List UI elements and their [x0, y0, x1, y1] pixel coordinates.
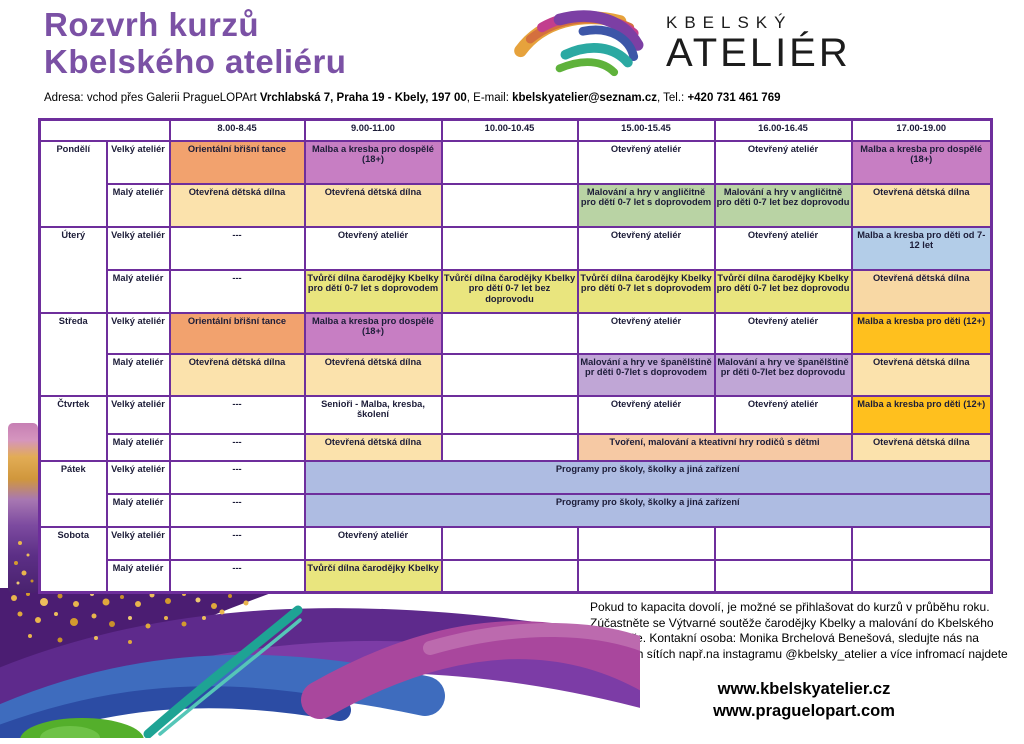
page-title-line1: Rozvrh kurzů [44, 6, 260, 43]
schedule-cell: Otevřená dětská dílna [305, 184, 442, 227]
time-header: 10.00-10.45 [442, 120, 578, 141]
schedule-cell: Programy pro školy, školky a jiná zařízení [305, 494, 992, 527]
schedule-cell: Otevřená dětská dílna [305, 354, 442, 396]
schedule-cell: --- [170, 494, 305, 527]
logo-line2: ATELIÉR [666, 31, 851, 75]
day-label: Čtvrtek [40, 396, 107, 461]
room-label: Malý ateliér [107, 560, 170, 593]
schedule-cell: Malba a kresba pro děti (12+) [852, 313, 992, 354]
room-label: Malý ateliér [107, 494, 170, 527]
schedule-cell: Otevřená dětská dílna [852, 434, 992, 461]
schedule-cell: Orientální břišní tance [170, 141, 305, 184]
schedule-cell: Otevřený ateliér [715, 227, 852, 270]
schedule-cell: Otevřený ateliér [578, 227, 715, 270]
time-header: 17.00-19.00 [852, 120, 992, 141]
schedule-cell: Malba a kresba pro dospělé (18+) [305, 313, 442, 354]
schedule-cell [852, 527, 992, 560]
schedule-cell [442, 227, 578, 270]
room-label: Velký ateliér [107, 461, 170, 494]
schedule-cell: Otevřená dětská dílna [170, 354, 305, 396]
schedule-cell: Otevřený ateliér [715, 141, 852, 184]
address-prefix: Adresa: vchod přes Galerii PragueLOPArt [44, 92, 260, 104]
schedule-cell [715, 527, 852, 560]
schedule-table [38, 118, 993, 594]
schedule-cell: Malování a hry v angličitně pro děti 0-7 let bez doprovodu [715, 184, 852, 227]
schedule-cell: Tvoření, malování a kteativní hry rodičů s dětmi [578, 434, 852, 461]
schedule-cell: Otevřený ateliér [715, 313, 852, 354]
schedule-cell: Otevřený ateliér [305, 227, 442, 270]
day-label: Sobota [40, 527, 107, 593]
day-label: Úterý [40, 227, 107, 313]
page-title-line2: Kbelského ateliéru [44, 43, 347, 80]
schedule-cell: Otevřená dětská dílna [305, 434, 442, 461]
schedule-cell: Otevřená dětská dílna [852, 184, 992, 227]
schedule-cell: --- [170, 461, 305, 494]
schedule-cell [578, 527, 715, 560]
room-label: Malý ateliér [107, 184, 170, 227]
schedule-cell: Malování a hry ve španělštině pr děti 0-7let bez doprovodu [715, 354, 852, 396]
schedule-cell: Malba a kresba pro děti od 7-12 let [852, 227, 992, 270]
room-label: Malý ateliér [107, 434, 170, 461]
schedule-cell: --- [170, 396, 305, 434]
schedule-cell: Senioři - Malba, kresba, školení [305, 396, 442, 434]
room-label: Velký ateliér [107, 141, 170, 184]
schedule-cell [442, 434, 578, 461]
paint-brush-artwork-icon [0, 588, 640, 743]
schedule-cell: Malba a kresba pro dospělé (18+) [852, 141, 992, 184]
schedule-cell: Tvůrčí dílna čarodějky Kbelky pro dětí 0-7 let bez doprovodu [442, 270, 578, 313]
schedule-cell [442, 527, 578, 560]
logo-text [666, 13, 851, 76]
schedule-cell: Otevřený ateliér [715, 396, 852, 434]
address-email-label: , E-mail: [466, 92, 513, 104]
schedule-cell: --- [170, 227, 305, 270]
page-title [44, 6, 346, 80]
schedule-cell: --- [170, 434, 305, 461]
address-phone: +420 731 461 769 [687, 92, 781, 104]
schedule-cell: Malba a kresba pro děti (12+) [852, 396, 992, 434]
footer-note: Pokud to kapacita dovolí, je možné se přihlašovat do kurzů v průběhu roku. Zúčastněte se Výtvarné soutěže čarodějky Kbelky a malování do Kbelského kalendáře. Kontakní osoba: Monika Brchelová Benešová, sledujte nás na sociálních sítích např.na instagramu @kbelsky_atelier a více infromací najdete na: [590, 600, 1008, 676]
schedule-cell: Malování a hry v angličitně pro dětí 0-7 let s doprovodem [578, 184, 715, 227]
schedule-cell: Otevřený ateliér [305, 527, 442, 560]
room-label: Velký ateliér [107, 227, 170, 270]
schedule-cell: --- [170, 527, 305, 560]
website-links [590, 678, 1018, 722]
logo [508, 2, 851, 87]
schedule-cell: --- [170, 270, 305, 313]
schedule-cell: --- [170, 560, 305, 593]
address-street: Vrchlabská 7, Praha 19 - Kbely, 197 00 [259, 92, 467, 104]
room-label: Malý ateliér [107, 270, 170, 313]
address-line [44, 92, 781, 104]
schedule-cell: Orientální břišní tance [170, 313, 305, 354]
schedule-cell: Otevřený ateliér [578, 396, 715, 434]
schedule-cell: Otevřená dětská dílna [852, 354, 992, 396]
schedule-cell: Otevřený ateliér [578, 313, 715, 354]
schedule-cell [442, 184, 578, 227]
schedule-cell [715, 560, 852, 593]
schedule-cell [578, 560, 715, 593]
schedule-cell [852, 560, 992, 593]
room-label: Velký ateliér [107, 313, 170, 354]
time-header: 8.00-8.45 [170, 120, 305, 141]
brush-swirl-icon [508, 2, 656, 87]
schedule-cell [442, 560, 578, 593]
schedule-cell: Programy pro školy, školky a jiná zařízení [305, 461, 992, 494]
room-label: Velký ateliér [107, 527, 170, 560]
time-header: 9.00-11.00 [305, 120, 442, 141]
schedule-cell [442, 396, 578, 434]
website-link-2: www.praguelopart.com [713, 702, 895, 720]
schedule-cell: Malba a kresba pro dospělé (18+) [305, 141, 442, 184]
schedule-cell: Otevřená dětská dílna [852, 270, 992, 313]
address-email: kbelskyatelier@seznam.cz [512, 92, 657, 104]
paint-strip-icon [8, 423, 38, 598]
schedule-cell: Malování a hry ve španělštině pr děti 0-7let s doprovodem [578, 354, 715, 396]
schedule-cell: Tvůrčí dílna čarodějky Kbelky pro dětí 0-7 let s doprovodem [305, 270, 442, 313]
address-tel-label: , Tel.: [656, 92, 688, 104]
day-label: Pondělí [40, 141, 107, 227]
day-label: Středa [40, 313, 107, 396]
website-link-1: www.kbelskyatelier.cz [717, 680, 891, 698]
room-label: Malý ateliér [107, 354, 170, 396]
schedule-cell: Tvůrčí dílna čarodějky Kbelky [305, 560, 442, 593]
room-label: Velký ateliér [107, 396, 170, 434]
logo-line1: KBELSKÝ [666, 13, 793, 32]
schedule-cell [442, 141, 578, 184]
schedule-cell: Tvůrčí dílna čarodějky Kbelky pro dětí 0-7 let s doprovodem [578, 270, 715, 313]
day-label: Pátek [40, 461, 107, 527]
schedule-cell: Otevřená dětská dílna [170, 184, 305, 227]
time-header: 15.00-15.45 [578, 120, 715, 141]
schedule-cell [442, 313, 578, 354]
schedule-cell: Otevřený ateliér [578, 141, 715, 184]
schedule-cell: Tvůrčí dílna čarodějky Kbelky pro dětí 0-7 let bez doprovodu [715, 270, 852, 313]
time-header: 16.00-16.45 [715, 120, 852, 141]
table-corner-cell [40, 120, 170, 141]
schedule-cell [442, 354, 578, 396]
